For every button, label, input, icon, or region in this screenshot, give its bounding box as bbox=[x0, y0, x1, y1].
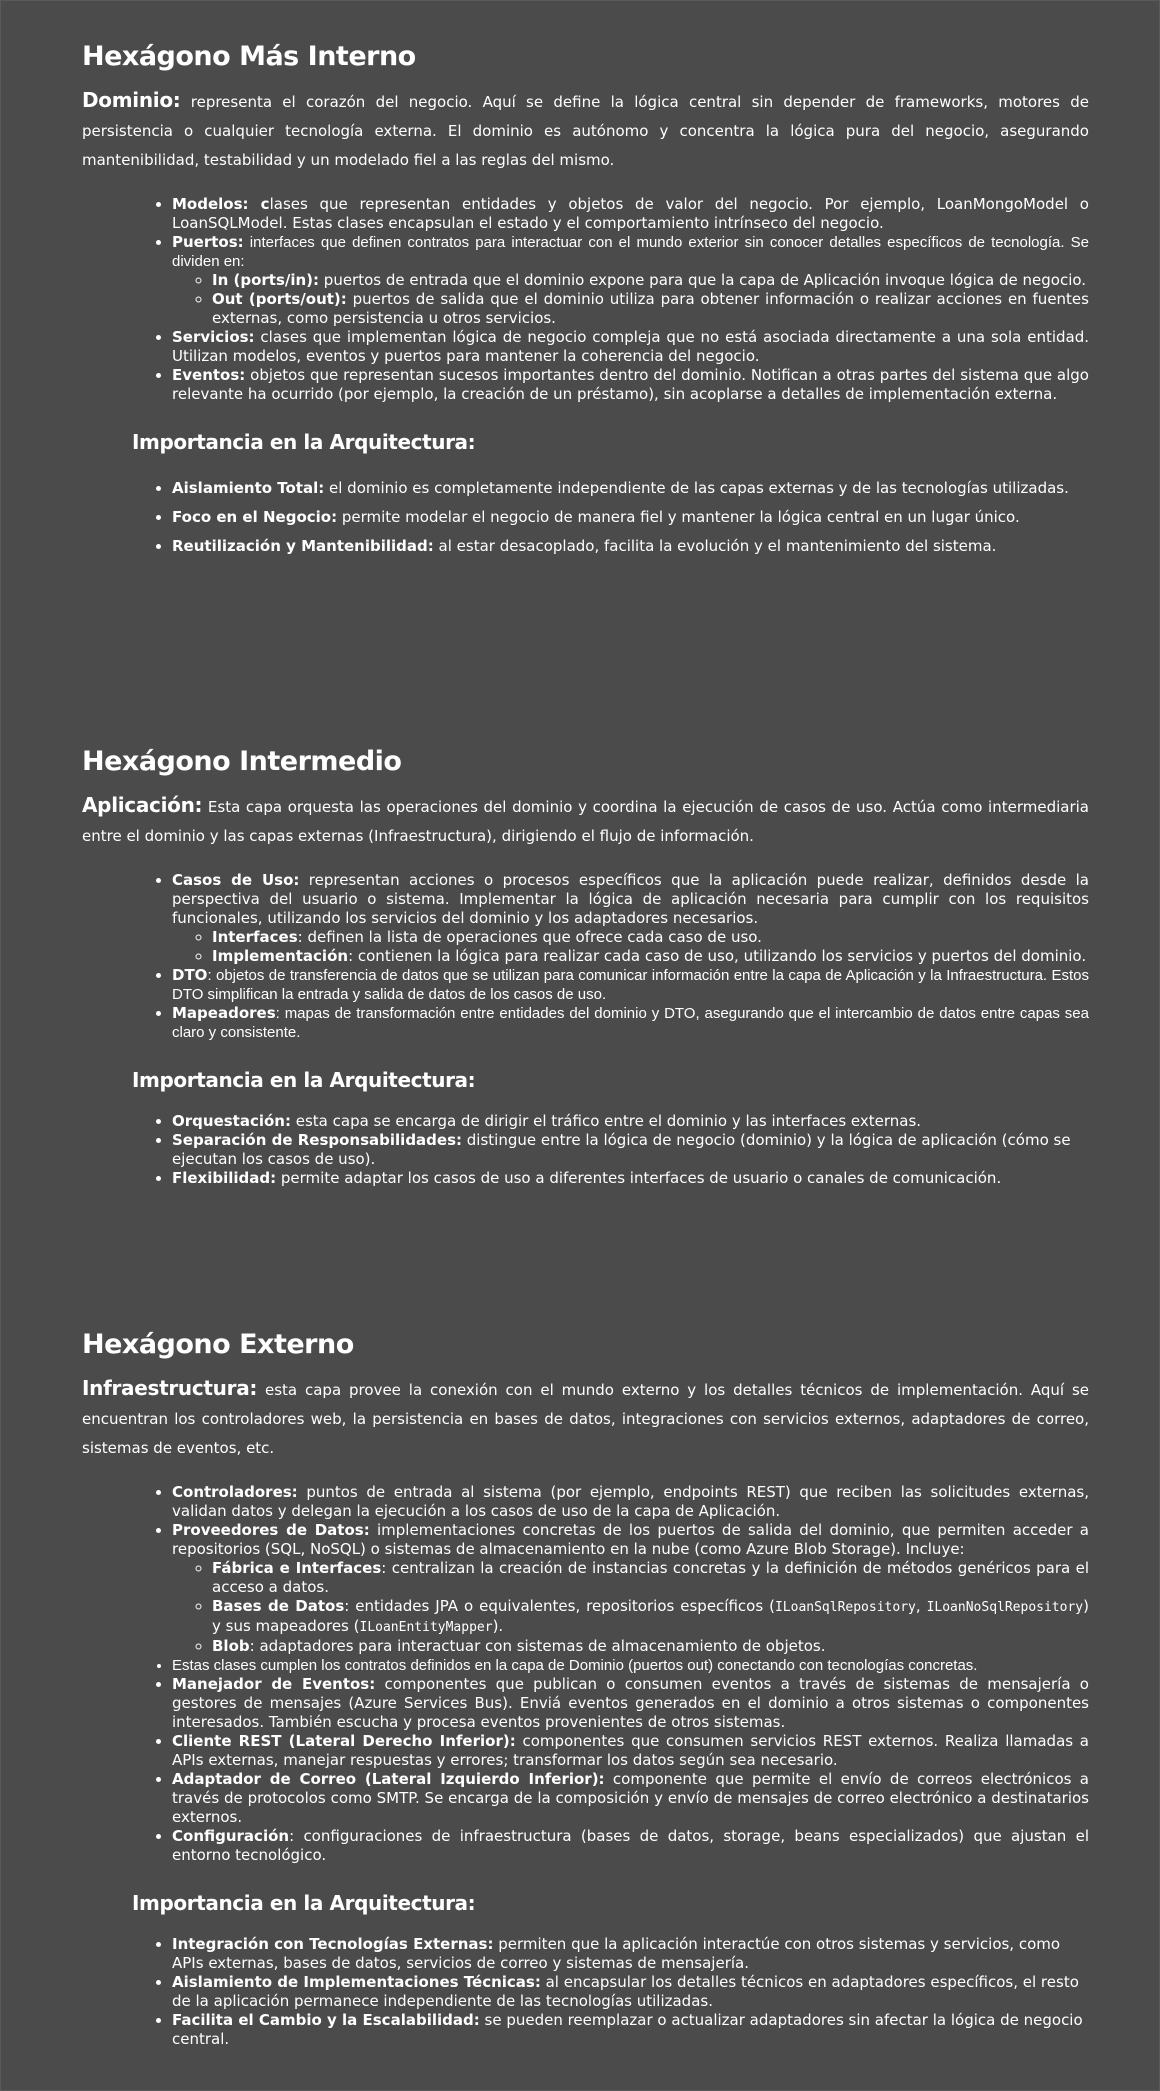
section-intro bbox=[82, 86, 1089, 175]
section-title: Hexágono Intermedio bbox=[82, 746, 402, 777]
sub-list bbox=[172, 271, 1089, 328]
section-aplicacion bbox=[82, 746, 1089, 1188]
importance-title: Importancia en la Arquitectura: bbox=[132, 430, 476, 454]
list-item: • Aislamiento Total: el dominio es completamente independiente de las capas externas y de las tecnologías utilizadas. bbox=[172, 474, 1089, 503]
intro-text: esta capa provee la conexión con el mundo externo y los detalles técnicos de implementación. Aquí se encuentran los controladores web, la persistencia en bases de datos, integraciones con servicios externos, adaptadores de correo, sistemas de eventos, etc. bbox=[82, 1381, 1089, 1457]
list-item: • Proveedores de Datos: implementaciones concretas de los puertos de salida del dominio, que permiten acceder a repositorios (SQL, NoSQL) o sistemas de almacenamiento en la nube (como Azure Blob Storage). Incluye: ◦ Fábrica e Interfaces: centralizan la creación de instancias concretas y la definición de métodos genéricos para el acceso a datos. ◦ Bases de Datos: entidades JPA o equivalentes, repositorios específicos (ILoanSqlRepository, ILoanNoSqlRepository) y sus mapeadores (ILoanEntityMapper). ◦ Blob: adaptadores para interactuar con sistemas de almacenamiento de objetos. bbox=[172, 1521, 1089, 1656]
importance-title: Importancia en la Arquitectura: bbox=[132, 1891, 476, 1915]
section-title: Hexágono Externo bbox=[82, 1329, 354, 1360]
list-item: • Orquestación: esta capa se encarga de dirigir el tráfico entre el dominio y las interfaces externas. bbox=[172, 1112, 1089, 1131]
section-intro bbox=[82, 791, 1089, 851]
list-item: • Separación de Responsabilidades: distingue entre la lógica de negocio (dominio) y la lógica de aplicación (cómo se ejecutan los casos de uso). bbox=[172, 1131, 1089, 1169]
sub-list bbox=[172, 1559, 1089, 1656]
sub-list bbox=[172, 928, 1089, 966]
sub-list-item: ◦ Blob: adaptadores para interactuar con sistemas de almacenamiento de objetos. bbox=[212, 1637, 1089, 1656]
list-item: • Mapeadores: mapas de transformación entre entidades del dominio y DTO, asegurando que el intercambio de datos entre capas sea claro y consistente. bbox=[172, 1004, 1089, 1042]
intro-text: representa el corazón del negocio. Aquí se define la lógica central sin depender de frameworks, motores de persistencia o cualquier tecnología externa. El dominio es autónomo y concentra la lógica pura del negocio, asegurando mantenibilidad, testabilidad y un modelado fiel a las reglas del mismo. bbox=[82, 93, 1089, 169]
sub-list-item: ◦ Fábrica e Interfaces: centralizan la creación de instancias concretas y la definición de métodos genéricos para el acceso a datos. bbox=[212, 1559, 1089, 1597]
importance-list bbox=[82, 1935, 1089, 2049]
list-item: • Eventos: objetos que representan sucesos importantes dentro del dominio. Notifican a otras partes del sistema que algo relevante ha ocurrido (por ejemplo, la creación de un préstamo), sin acoplarse a detalles de implementación externa. bbox=[172, 366, 1089, 404]
list-item: • Modelos: clases que representan entidades y objetos de valor del negocio. Por ejemplo, LoanMongoModel o LoanSQLModel. Estas clases encapsulan el estado y el comportamiento intrínseco del negocio. bbox=[172, 195, 1089, 233]
importance-list bbox=[82, 1112, 1089, 1188]
list-item: • Facilita el Cambio y la Escalabilidad: se pueden reemplazar o actualizar adaptadores sin afectar la lógica de negocio central. bbox=[172, 2011, 1089, 2049]
list-item: • Servicios: clases que implementan lógica de negocio compleja que no está asociada directamente a una sola entidad. Utilizan modelos, eventos y puertos para mantener la coherencia del negocio. bbox=[172, 328, 1089, 366]
intro-label: Infraestructura: bbox=[82, 1376, 258, 1400]
list-item: • Flexibilidad: permite adaptar los casos de uso a diferentes interfaces de usuario o canales de comunicación. bbox=[172, 1169, 1089, 1188]
intro-label: Dominio: bbox=[82, 88, 181, 112]
list-item: • Cliente REST (Lateral Derecho Inferior): componentes que consumen servicios REST externos. Realiza llamadas a APIs externas, manejar respuestas y errores; transformar los datos según sea necesario. bbox=[172, 1732, 1089, 1770]
list-item: • Puertos: interfaces que definen contratos para interactuar con el mundo exterior sin conocer detalles específicos de tecnología. Se dividen en: ◦ In (ports/in): puertos de entrada que el dominio expone para que la capa de Aplicación invoque lógica de negocio. ◦ Out (ports/out): puertos de salida que el dominio utiliza para obtener información o realizar acciones en fuentes externas, como persistencia u otros servicios. bbox=[172, 233, 1089, 328]
section-intro bbox=[82, 1374, 1089, 1463]
list-item: • Aislamiento de Implementaciones Técnicas: al encapsular los detalles técnicos en adaptadores específicos, el resto de la aplicación permanece independiente de las tecnologías utilizadas. bbox=[172, 1973, 1089, 2011]
intro-text: Esta capa orquesta las operaciones del dominio y coordina la ejecución de casos de uso. Actúa como intermediaria entre el dominio y las capas externas (Infraestructura), dirigiendo el flujo de información. bbox=[82, 798, 1089, 845]
list-item: • Configuración: configuraciones de infraestructura (bases de datos, storage, beans especializados) que ajustan el entorno tecnológico. bbox=[172, 1827, 1089, 1865]
list-item: • Estas clases cumplen los contratos definidos en la capa de Dominio (puertos out) conectando con tecnologías concretas. bbox=[172, 1656, 1089, 1675]
list-item: • Adaptador de Correo (Lateral Izquierdo Inferior): componente que permite el envío de correos electrónicos a través de protocolos como SMTP. Se encarga de la composición y envío de mensajes de correo electrónico a destinatarios externos. bbox=[172, 1770, 1089, 1827]
list-item: • Manejador de Eventos: componentes que publican o consumen eventos a través de sistemas de mensajería o gestores de mensajes (Azure Services Bus). Enviá eventos generados en el dominio a otros sistemas o componentes interesados. También escucha y procesa eventos provenientes de otros sistemas. bbox=[172, 1675, 1089, 1732]
component-list bbox=[82, 195, 1089, 404]
list-item: • Controladores: puntos de entrada al sistema (por ejemplo, endpoints REST) que reciben las solicitudes externas, validan datos y delegan la ejecución a los casos de uso de la capa de Aplicación. bbox=[172, 1483, 1089, 1521]
section-title: Hexágono Más Interno bbox=[82, 41, 416, 72]
importance-list bbox=[82, 474, 1089, 561]
intro-label: Aplicación: bbox=[82, 793, 203, 817]
list-item: • Integración con Tecnologías Externas: permiten que la aplicación interactúe con otros sistemas y servicios, como APIs externas, bases de datos, servicios de correo y sistemas de mensajería. bbox=[172, 1935, 1089, 1973]
sub-list-item: ◦ In (ports/in): puertos de entrada que el dominio expone para que la capa de Aplicación invoque lógica de negocio. bbox=[212, 271, 1089, 290]
section-infraestructura bbox=[82, 1329, 1089, 2049]
list-item: • Foco en el Negocio: permite modelar el negocio de manera fiel y mantener la lógica central en un lugar único. bbox=[172, 503, 1089, 532]
importance-title: Importancia en la Arquitectura: bbox=[132, 1068, 476, 1092]
sub-list-item: ◦ Bases de Datos: entidades JPA o equivalentes, repositorios específicos (ILoanSqlRepository, ILoanNoSqlRepository) y sus mapeadores (ILoanEntityMapper). bbox=[212, 1597, 1089, 1637]
sub-list-item: ◦ Out (ports/out): puertos de salida que el dominio utiliza para obtener información o realizar acciones en fuentes externas, como persistencia u otros servicios. bbox=[212, 290, 1089, 328]
section-dominio bbox=[82, 41, 1089, 561]
sub-list-item: ◦ Implementación: contienen la lógica para realizar cada caso de uso, utilizando los servicios y puertos del dominio. bbox=[212, 947, 1089, 966]
component-list bbox=[82, 871, 1089, 1042]
list-item: • DTO: objetos de transferencia de datos que se utilizan para comunicar información entre la capa de Aplicación y la Infraestructura. Estos DTO simplifican la entrada y salida de datos de los casos de uso. bbox=[172, 966, 1089, 1004]
sub-list-item: ◦ Interfaces: definen la lista de operaciones que ofrece cada caso de uso. bbox=[212, 928, 1089, 947]
list-item: • Reutilización y Mantenibilidad: al estar desacoplado, facilita la evolución y el mantenimiento del sistema. bbox=[172, 532, 1089, 561]
list-item: • Casos de Uso: representan acciones o procesos específicos que la aplicación puede realizar, definidos desde la perspectiva del usuario o sistema. Implementar la lógica de aplicación necesaria para cumplir con los requisitos funcionales, utilizando los servicios del dominio y los adaptadores necesarios. ◦ Interfaces: definen la lista de operaciones que ofrece cada caso de uso. ◦ Implementación: contienen la lógica para realizar cada caso de uso, utilizando los servicios y puertos del dominio. bbox=[172, 871, 1089, 966]
component-list bbox=[82, 1483, 1089, 1865]
